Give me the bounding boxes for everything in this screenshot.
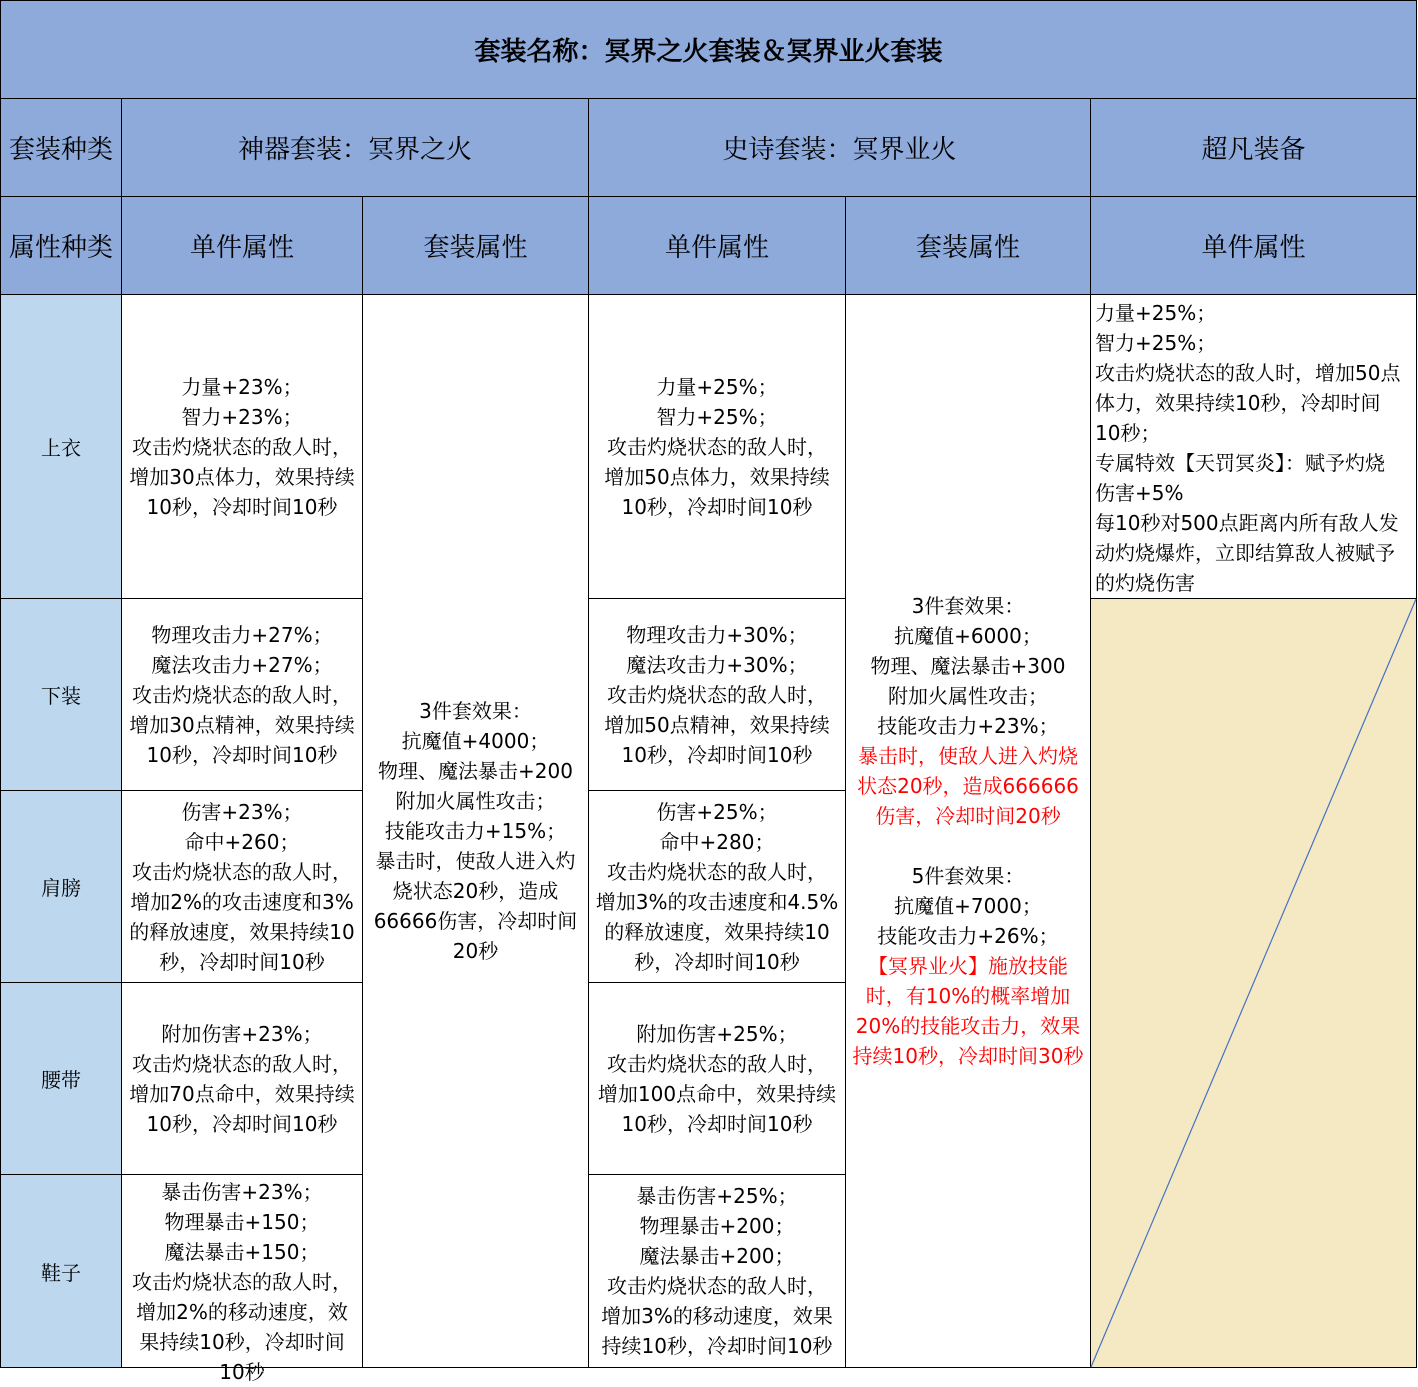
transcendent-top-attrs: 力量+25%； 智力+25%； 攻击灼烧状态的敌人时，增加50点 体力，效果持续10秒，冷却时间 10秒； 专属特效【天罚冥炎】：赋予灼烧 伤害+5% 每10秒对500点距离内所有敌人发 动灼烧爆炸，立即结算敌人被赋予 的灼烧伤害 [1091,295,1417,599]
epic-shoes-attrs: 暴击伤害+25%； 物理暴击+200； 魔法暴击+200； 攻击灼烧状态的敌人时， 增加3%的移动速度，效果 持续10秒，冷却时间10秒 [589,1175,846,1368]
transcendent-single-header: 单件属性 [1091,197,1417,295]
diagonal-line [1091,599,1416,1367]
artifact-bottom-attrs: 物理攻击力+27%； 魔法攻击力+27%； 攻击灼烧状态的敌人时， 增加30点精神，效果持续 10秒，冷却时间10秒 [122,599,363,791]
epic-3pc-bonus: 3件套效果： 抗魔值+6000； 物理、魔法暴击+300 附加火属性攻击； 技能攻击力+23%； [870,594,1066,738]
attr-type-label: 属性种类 [0,197,122,295]
artifact-set-attr-header: 套装属性 [363,197,589,295]
page-title: 套装名称：冥界之火套装＆冥界业火套装 [0,0,1417,99]
epic-belt-attrs: 附加伤害+25%； 攻击灼烧状态的敌人时， 增加100点命中，效果持续 10秒，冷却时间10秒 [589,983,846,1175]
epic-bottom-attrs: 物理攻击力+30%； 魔法攻击力+30%； 攻击灼烧状态的敌人时， 增加50点精神，效果持续 10秒，冷却时间10秒 [589,599,846,791]
epic-3pc-special: 暴击时，使敌人进入灼烧 状态20秒，造成666666 伤害，冷却时间20秒 [857,744,1079,828]
artifact-shoes-attrs: 暴击伤害+23%； 物理暴击+150； 魔法暴击+150； 攻击灼烧状态的敌人时， 增加2%的移动速度，效 果持续10秒，冷却时间 10秒 [122,1175,363,1368]
transcendent-empty-cell [1091,599,1417,1368]
epic-set-header: 史诗套装：冥界业火 [589,99,1091,197]
artifact-shoulder-attrs: 伤害+23%； 命中+260； 攻击灼烧状态的敌人时， 增加2%的攻击速度和3% 的释放速度，效果持续10 秒，冷却时间10秒 [122,791,363,983]
epic-set-attr-header: 套装属性 [846,197,1091,295]
artifact-top-attrs: 力量+23%； 智力+23%； 攻击灼烧状态的敌人时， 增加30点体力，效果持续 10秒，冷却时间10秒 [122,295,363,599]
transcendent-header: 超凡装备 [1091,99,1417,197]
artifact-single-header: 单件属性 [122,197,363,295]
artifact-set-bonus: 3件套效果： 抗魔值+4000； 物理、魔法暴击+200 附加火属性攻击； 技能攻击力+15%； 暴击时，使敌人进入灼 烧状态20秒，造成 66666伤害，冷却时间 20秒 [363,295,589,1368]
epic-5pc-bonus: 5件套效果： 抗魔值+7000； 技能攻击力+26%； [877,864,1059,948]
slot-label-shoulder: 肩膀 [0,791,122,983]
slot-label-belt: 腰带 [0,983,122,1175]
epic-set-bonus [846,295,1091,1368]
epic-top-attrs: 力量+25%； 智力+25%； 攻击灼烧状态的敌人时， 增加50点体力，效果持续 10秒，冷却时间10秒 [589,295,846,599]
artifact-belt-attrs: 附加伤害+23%； 攻击灼烧状态的敌人时， 增加70点命中，效果持续 10秒，冷却时间10秒 [122,983,363,1175]
epic-shoulder-attrs: 伤害+25%； 命中+280； 攻击灼烧状态的敌人时， 增加3%的攻击速度和4.5% 的释放速度，效果持续10 秒，冷却时间10秒 [589,791,846,983]
slot-label-top: 上衣 [0,295,122,599]
slot-label-bottom: 下装 [0,599,122,791]
artifact-set-header: 神器套装：冥界之火 [122,99,589,197]
epic-5pc-special: 【冥界业火】施放技能 时，有10%的概率增加 20%的技能攻击力，效果 持续10秒，冷却时间30秒 [852,954,1084,1068]
set-type-label: 套装种类 [0,99,122,197]
slot-label-shoes: 鞋子 [0,1175,122,1368]
epic-single-header: 单件属性 [589,197,846,295]
